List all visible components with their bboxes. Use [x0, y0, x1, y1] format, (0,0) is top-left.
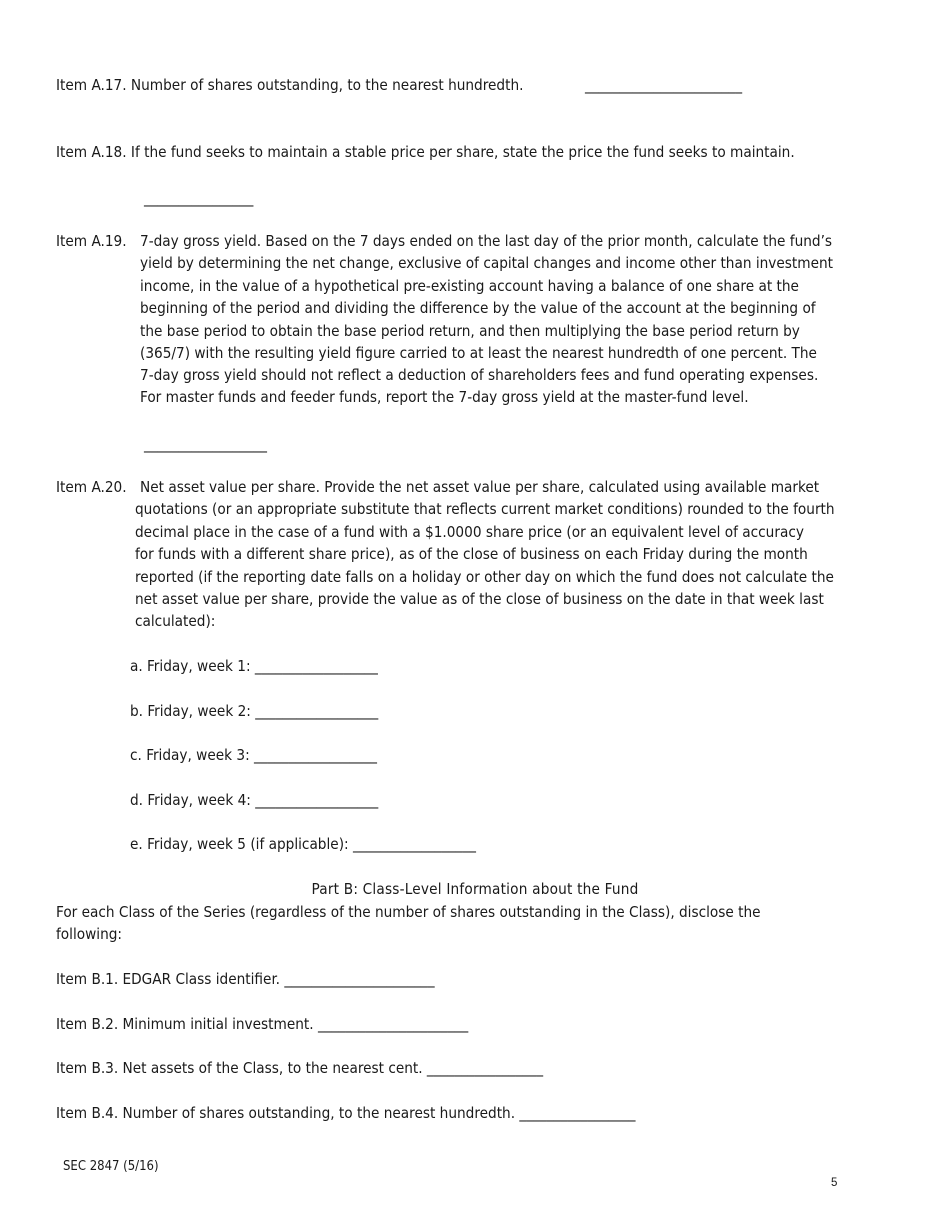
- item-b2-field[interactable]: Item B.2. Minimum initial investment. ______________________: [56, 1015, 469, 1033]
- item-a20-body-line: decimal place in the case of a fund with a $1.0000 share price (or an equivalent level of accuracy: [135, 523, 804, 541]
- item-a20-body-line: net asset value per share, provide the value as of the close of business on the date in that week last: [135, 590, 824, 608]
- item-a17-label: Item A.17. Number of shares outstanding, to the nearest hundredth.: [56, 76, 524, 94]
- item-a19-body-line: income, in the value of a hypothetical pre-existing account having a balance of one share at the: [140, 277, 799, 295]
- friday-week-1-field[interactable]: a. Friday, week 1: __________________: [130, 657, 378, 675]
- item-a19-body-line: the base period to obtain the base period return, and then multiplying the base period return by: [140, 322, 800, 340]
- item-a19-blank[interactable]: __________________: [144, 435, 267, 453]
- item-a20-body-line: quotations (or an appropriate substitute that reflects current market conditions) rounded to the fourth: [135, 500, 835, 518]
- part-b-heading: Part B: Class-Level Information about the Fund: [311, 880, 639, 898]
- item-a20-prefix: Item A.20.: [56, 478, 127, 496]
- item-a20-body-line: for funds with a different share price), as of the close of business on each Friday during the month: [135, 545, 808, 563]
- friday-week-2-field[interactable]: b. Friday, week 2: __________________: [130, 702, 379, 720]
- item-b3-field[interactable]: Item B.3. Net assets of the Class, to the nearest cent. _________________: [56, 1059, 544, 1077]
- item-a18-blank[interactable]: ________________: [144, 189, 254, 207]
- item-a19-body-line: yield by determining the net change, exclusive of capital changes and income other than investment: [140, 254, 834, 272]
- item-a19-body-line: beginning of the period and dividing the difference by the value of the account at the beginning of: [140, 299, 816, 317]
- part-b-intro-line: For each Class of the Series (regardless of the number of shares outstanding in the Class), disclose the: [56, 903, 761, 921]
- friday-week-5-field[interactable]: e. Friday, week 5 (if applicable): __________________: [130, 835, 476, 853]
- item-a19-body-line: For master funds and feeder funds, report the 7-day gross yield at the master-fund level.: [140, 388, 749, 406]
- friday-week-4-field[interactable]: d. Friday, week 4: __________________: [130, 791, 379, 809]
- item-a19-prefix: Item A.19.: [56, 232, 127, 250]
- item-a20-body-line: calculated):: [135, 612, 216, 630]
- item-a20-body-line: reported (if the reporting date falls on a holiday or other day on which the fund does not calculate the: [135, 568, 834, 586]
- item-a20-line1: Net asset value per share. Provide the net asset value per share, calculated using available market: [140, 478, 820, 496]
- item-b1-field[interactable]: Item B.1. EDGAR Class identifier. ______________________: [56, 970, 435, 988]
- friday-week-3-field[interactable]: c. Friday, week 3: __________________: [130, 746, 377, 764]
- page-number: 5: [831, 1177, 838, 1189]
- item-a17-blank[interactable]: _______________________: [585, 76, 743, 94]
- item-a18-label: Item A.18. If the fund seeks to maintain a stable price per share, state the price the fund seeks to maintain.: [56, 143, 795, 161]
- item-a19-body-line: 7-day gross yield should not reflect a deduction of shareholders fees and fund operating expenses.: [140, 366, 819, 384]
- form-identifier: SEC 2847 (5/16): [63, 1159, 159, 1174]
- part-b-intro-line: following:: [56, 925, 123, 943]
- item-a19-line1: 7-day gross yield. Based on the 7 days ended on the last day of the prior month, calculate the fund’s: [140, 232, 833, 250]
- item-a19-body-line: (365/7) with the resulting yield figure carried to at least the nearest hundredth of one percent. The: [140, 344, 817, 362]
- item-b4-field[interactable]: Item B.4. Number of shares outstanding, to the nearest hundredth. _________________: [56, 1104, 636, 1122]
